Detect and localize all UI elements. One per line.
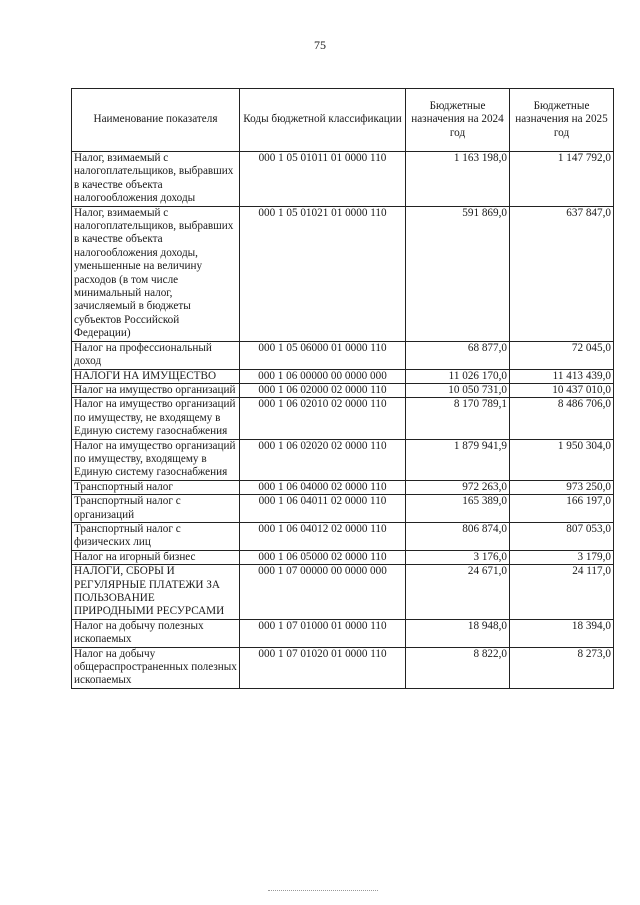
row-code: 000 1 05 06000 01 0000 110 (240, 341, 406, 369)
row-value-2024: 972 263,0 (406, 480, 510, 494)
row-code: 000 1 07 01000 01 0000 110 (240, 619, 406, 647)
row-value-2024: 8 822,0 (406, 647, 510, 688)
row-value-2025: 18 394,0 (510, 619, 614, 647)
table-row (72, 439, 614, 480)
budget-table (71, 88, 614, 689)
row-name: Транспортный налог с физических лиц (72, 522, 240, 550)
row-name: НАЛОГИ, СБОРЫ И РЕГУЛЯРНЫЕ ПЛАТЕЖИ ЗА ПОЛЬЗОВАНИЕ ПРИРОДНЫМИ РЕСУРСАМИ (72, 565, 240, 620)
row-value-2024: 165 389,0 (406, 495, 510, 523)
row-name: Налог, взимаемый с налогоплательщиков, выбравших в качестве объекта налогообложения доходы, уменьшенные на величину расходов (в том числе минимальный налог, зачисляемый в бюджеты субъектов Российской Федерации) (72, 206, 240, 341)
row-value-2024: 8 170 789,1 (406, 398, 510, 439)
row-value-2025: 166 197,0 (510, 495, 614, 523)
row-name: Налог на имущество организаций (72, 383, 240, 397)
row-code: 000 1 06 02010 02 0000 110 (240, 398, 406, 439)
row-value-2024: 806 874,0 (406, 522, 510, 550)
row-name: Налог на добычу общераспространенных полезных ископаемых (72, 647, 240, 688)
row-name: Налог на профессиональный доход (72, 341, 240, 369)
row-value-2025: 807 053,0 (510, 522, 614, 550)
row-value-2025: 637 847,0 (510, 206, 614, 341)
row-value-2025: 10 437 010,0 (510, 383, 614, 397)
table-row (72, 495, 614, 523)
row-code: 000 1 06 04011 02 0000 110 (240, 495, 406, 523)
row-code: 000 1 06 00000 00 0000 000 (240, 369, 406, 383)
table-row (72, 206, 614, 341)
row-value-2025: 3 179,0 (510, 550, 614, 564)
row-name: Транспортный налог (72, 480, 240, 494)
table-row (72, 369, 614, 383)
header-indicator-name: Наименование показателя (72, 89, 240, 152)
row-value-2025: 11 413 439,0 (510, 369, 614, 383)
row-value-2025: 973 250,0 (510, 480, 614, 494)
row-value-2024: 11 026 170,0 (406, 369, 510, 383)
row-name: Налог на имущество организаций по имуществу, не входящему в Единую систему газоснабжения (72, 398, 240, 439)
row-code: 000 1 05 01011 01 0000 110 (240, 152, 406, 207)
page-number: 75 (314, 38, 326, 52)
table-row (72, 152, 614, 207)
row-value-2025: 1 147 792,0 (510, 152, 614, 207)
row-value-2024: 1 879 941,9 (406, 439, 510, 480)
row-value-2025: 8 273,0 (510, 647, 614, 688)
row-value-2024: 68 877,0 (406, 341, 510, 369)
row-value-2024: 591 869,0 (406, 206, 510, 341)
row-value-2025: 1 950 304,0 (510, 439, 614, 480)
row-value-2025: 72 045,0 (510, 341, 614, 369)
table-row (72, 619, 614, 647)
table-row (72, 480, 614, 494)
table-row (72, 383, 614, 397)
row-code: 000 1 06 04000 02 0000 110 (240, 480, 406, 494)
table-row (72, 565, 614, 620)
row-value-2024: 18 948,0 (406, 619, 510, 647)
row-value-2025: 24 117,0 (510, 565, 614, 620)
table-row (72, 522, 614, 550)
header-budget-2024: Бюджетные назначения на 2024 год (406, 89, 510, 152)
row-value-2024: 10 050 731,0 (406, 383, 510, 397)
row-code: 000 1 06 05000 02 0000 110 (240, 550, 406, 564)
header-budget-code: Коды бюджетной классификации (240, 89, 406, 152)
row-value-2025: 8 486 706,0 (510, 398, 614, 439)
row-code: 000 1 07 00000 00 0000 000 (240, 565, 406, 620)
row-code: 000 1 06 04012 02 0000 110 (240, 522, 406, 550)
table-header-row (72, 89, 614, 152)
row-name: Налог, взимаемый с налогоплательщиков, выбравших в качестве объекта налогообложения доходы (72, 152, 240, 207)
table-row (72, 550, 614, 564)
row-value-2024: 1 163 198,0 (406, 152, 510, 207)
table-row (72, 341, 614, 369)
row-code: 000 1 06 02020 02 0000 110 (240, 439, 406, 480)
row-name: Транспортный налог с организаций (72, 495, 240, 523)
row-name: Налог на имущество организаций по имуществу, входящему в Единую систему газоснабжения (72, 439, 240, 480)
table-row (72, 647, 614, 688)
row-name: НАЛОГИ НА ИМУЩЕСТВО (72, 369, 240, 383)
bottom-divider (268, 890, 378, 891)
row-name: Налог на игорный бизнес (72, 550, 240, 564)
row-value-2024: 24 671,0 (406, 565, 510, 620)
row-code: 000 1 05 01021 01 0000 110 (240, 206, 406, 341)
row-code: 000 1 07 01020 01 0000 110 (240, 647, 406, 688)
row-name: Налог на добычу полезных ископаемых (72, 619, 240, 647)
row-value-2024: 3 176,0 (406, 550, 510, 564)
table-row (72, 398, 614, 439)
row-code: 000 1 06 02000 02 0000 110 (240, 383, 406, 397)
header-budget-2025: Бюджетные назначения на 2025 год (510, 89, 614, 152)
